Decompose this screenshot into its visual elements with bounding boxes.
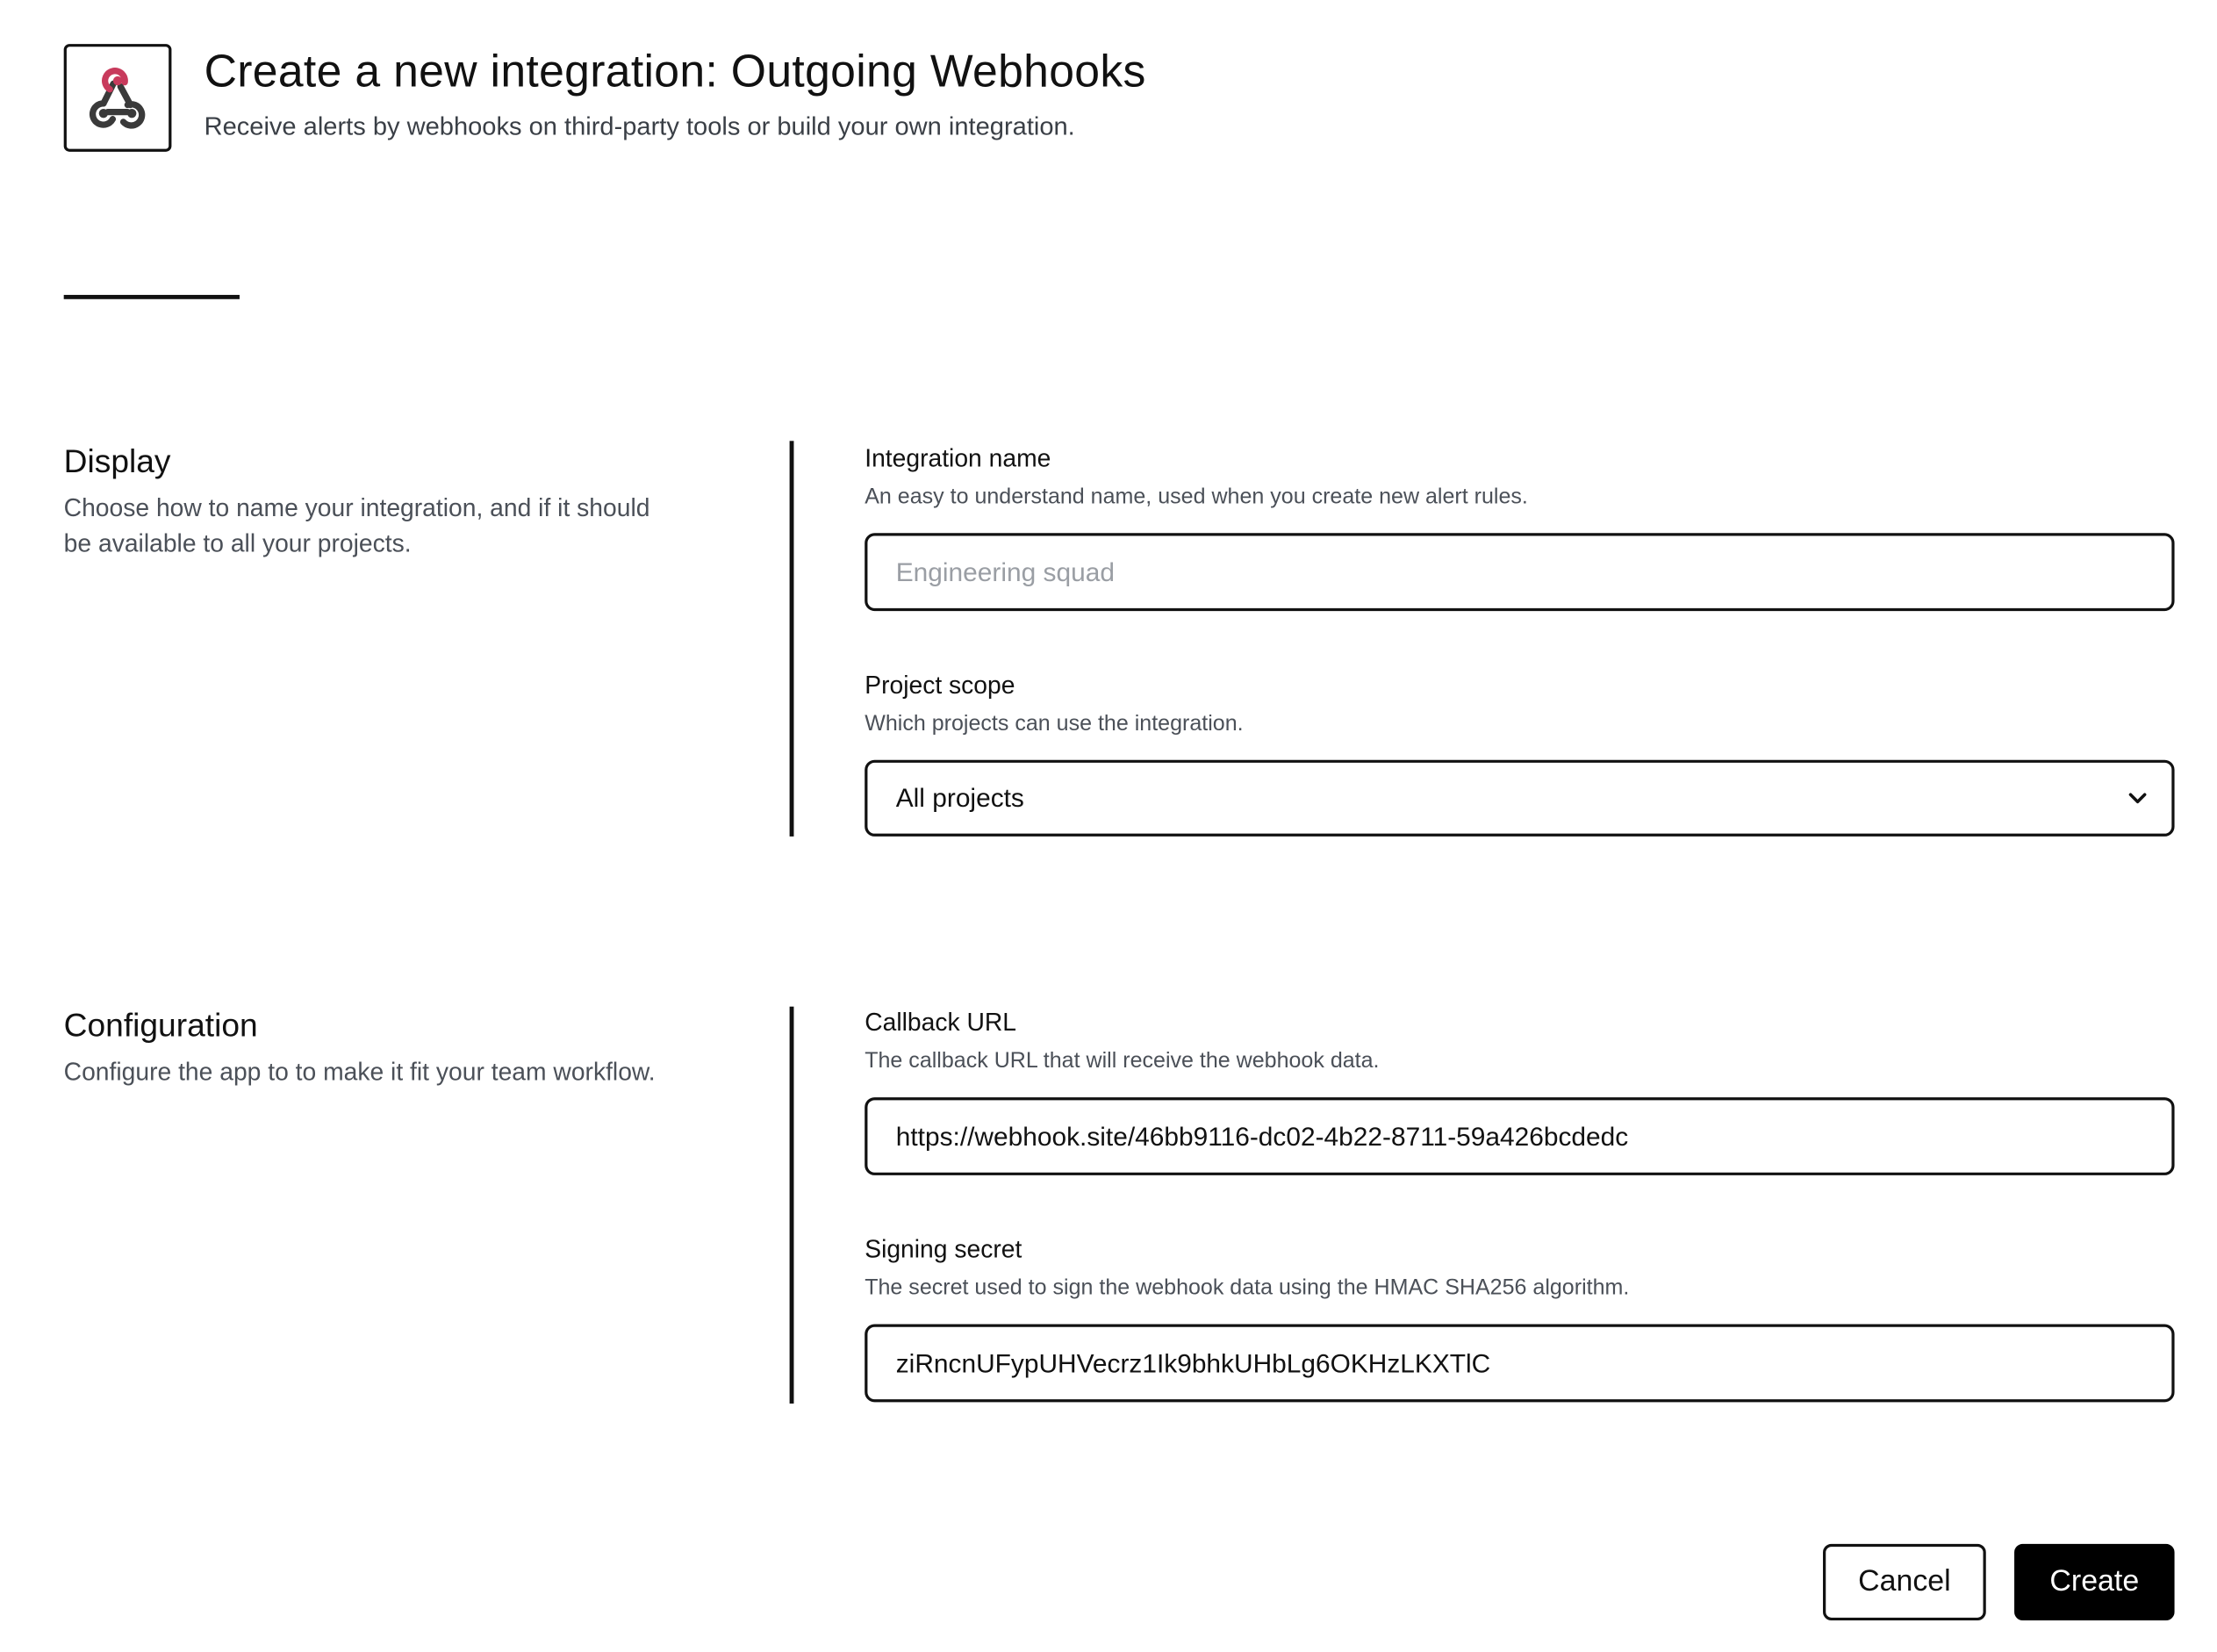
configuration-section-description: Configure the app to to make it fit your team workflow. [63, 1057, 656, 1087]
cancel-button[interactable]: Cancel [1823, 1544, 1986, 1620]
callback-url-input[interactable] [867, 1100, 2171, 1172]
configuration-section-title: Configuration [63, 1006, 258, 1044]
configuration-section-divider [790, 1007, 794, 1404]
project-scope-help: Which projects can use the integration. [865, 711, 1244, 736]
project-scope-label: Project scope [865, 670, 1015, 700]
callback-url-field [865, 1097, 2174, 1175]
display-section-description: Choose how to name your integration, and if it should be available to all your projects. [63, 493, 650, 557]
signing-secret-help: The secret used to sign the webhook data using the HMAC SHA256 algorithm. [865, 1275, 1630, 1301]
signing-secret-label: Signing secret [865, 1234, 1022, 1264]
integration-name-label: Integration name [865, 443, 1051, 472]
callback-url-label: Callback URL [865, 1008, 1017, 1037]
signing-secret-field [865, 1325, 2174, 1403]
webhook-icon [83, 64, 152, 133]
step-progress-bar [64, 295, 240, 299]
integration-name-input[interactable] [867, 536, 2171, 608]
display-section-divider [790, 441, 794, 837]
project-scope-select[interactable] [865, 760, 2174, 837]
create-button[interactable]: Create [2014, 1544, 2175, 1620]
chevron-down-icon [2127, 786, 2149, 809]
display-section-title: Display [63, 442, 171, 479]
callback-url-help: The callback URL that will receive the webhook data. [865, 1049, 1380, 1074]
page-title: Create a new integration: Outgoing Webhooks [204, 45, 1146, 97]
project-scope-value: All projects [895, 782, 1024, 813]
integration-logo [64, 44, 172, 152]
page-subtitle: Receive alerts by webhooks on third-party tools or build your own integration. [204, 111, 1075, 140]
integration-name-field [865, 533, 2174, 611]
signing-secret-input[interactable] [867, 1327, 2171, 1399]
integration-name-help: An easy to understand name, used when you create new alert rules. [865, 485, 1528, 509]
